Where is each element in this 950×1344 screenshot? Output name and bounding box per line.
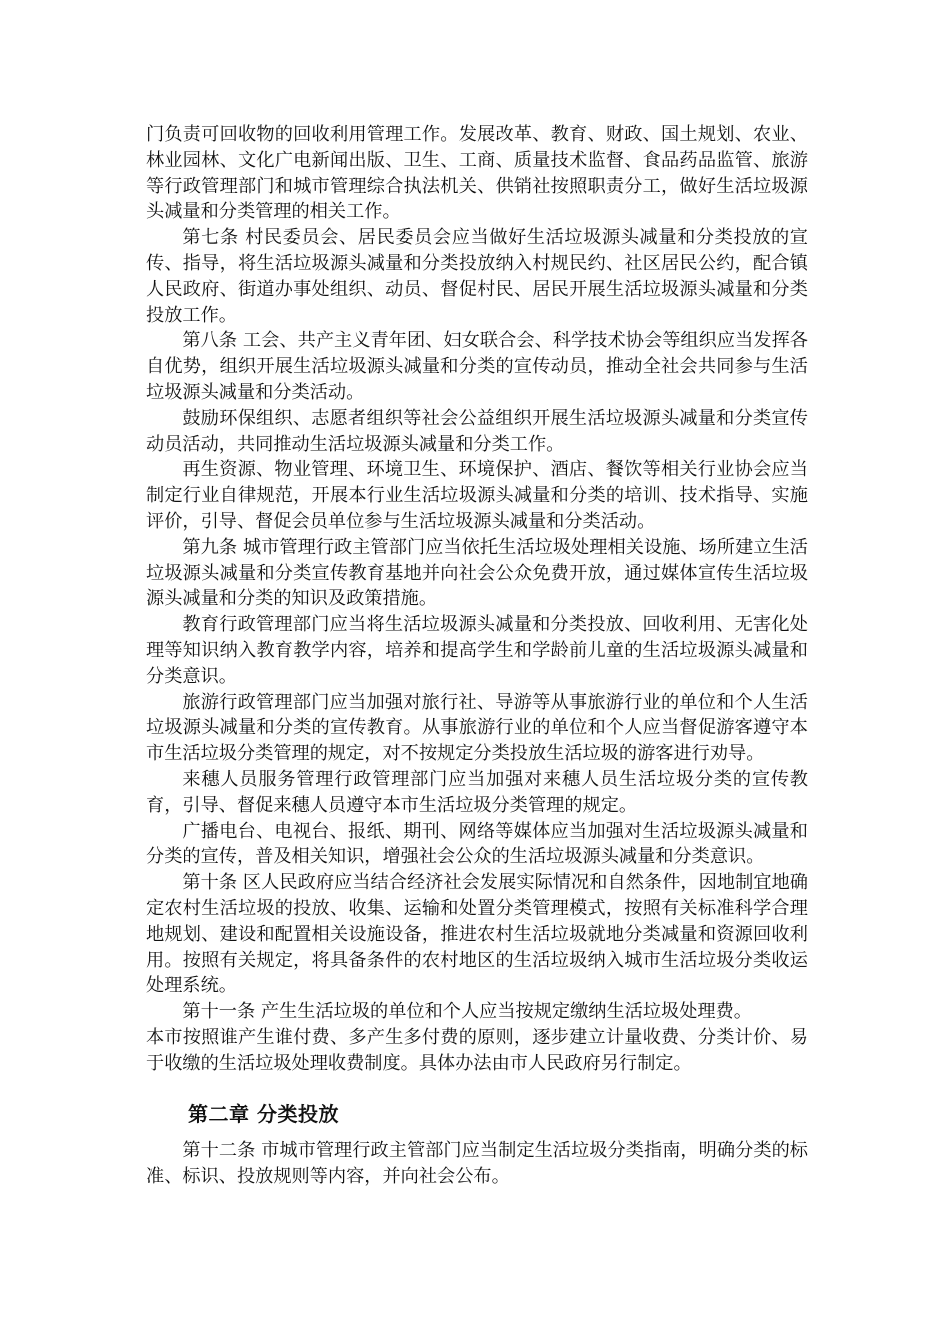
paragraph-article-9-d: 来穗人员服务管理行政管理部门应当加强对来穗人员生活垃圾分类的宣传教育，引导、督促来穗人员遵守本市生活垃圾分类管理的规定。 [146,768,808,816]
paragraph-article-9-e: 广播电台、电视台、报纸、期刊、网络等媒体应当加强对生活垃圾源头减量和分类的宣传，普及相关知识，增强社会公众的生活垃圾源头减量和分类意识。 [146,820,808,868]
paragraph-article-9-c: 旅游行政管理部门应当加强对旅行社、导游等从事旅游行业的单位和个人生活垃圾源头减量和分类的宣传教育。从事旅游行业的单位和个人应当督促游客遵守本市生活垃圾分类管理的规定，对不按规定分类投放生活垃圾的游客进行劝导。 [146,691,808,765]
paragraph-article-9: 第九条 城市管理行政主管部门应当依托生活垃圾处理相关设施、场所建立生活垃圾源头减量和分类宣传教育基地并向社会公众免费开放，通过媒体宣传生活垃圾源头减量和分类的知识及政策措施。 [146,536,808,610]
paragraph-article-8-c: 再生资源、物业管理、环境卫生、环境保护、酒店、餐饮等相关行业协会应当制定行业自律规范，开展本行业生活垃圾源头减量和分类的培训、技术指导、实施评价，引导、督促会员单位参与生活垃圾源头减量和分类活动。 [146,459,808,532]
document-page [146,122,808,1190]
paragraph-article-11: 第十一条 产生生活垃圾的单位和个人应当按规定缴纳生活垃圾处理费。 [182,1001,752,1023]
paragraph-article-8-b: 鼓励环保组织、志愿者组织等社会公益组织开展生活垃圾源头减量和分类宣传动员活动，共同推动生活垃圾源头减量和分类工作。 [146,407,808,455]
paragraph-article-11-b: 本市按照谁产生谁付费、多产生多付费的原则，逐步建立计量收费、分类计价、易于收缴的生活垃圾处理收费制度。具体办法由市人民政府另行制定。 [146,1026,808,1074]
chapter-heading: 第二章 分类投放 [188,1102,339,1127]
paragraph-article-9-b: 教育行政管理部门应当将生活垃圾源头减量和分类投放、回收利用、无害化处理等知识纳入教育教学内容，培养和提高学生和学龄前儿童的生活垃圾源头减量和分类意识。 [146,614,808,687]
paragraph-continuation: 门负责可回收物的回收利用管理工作。发展改革、教育、财政、国土规划、农业、林业园林、文化广电新闻出版、卫生、工商、质量技术监督、食品药品监管、旅游等行政管理部门和城市管理综合执法机关、供销社按照职责分工，做好生活垃圾源头减量和分类管理的相关工作。 [146,124,808,223]
paragraph-article-8: 第八条 工会、共产主义青年团、妇女联合会、科学技术协会等组织应当发挥各自优势，组织开展生活垃圾源头减量和分类的宣传动员，推动全社会共同参与生活垃圾源头减量和分类活动。 [146,330,808,403]
paragraph-article-12: 第十二条 市城市管理行政主管部门应当制定生活垃圾分类指南，明确分类的标准、标识、投放规则等内容，并向社会公布。 [146,1140,808,1188]
paragraph-article-10: 第十条 区人民政府应当结合经济社会发展实际情况和自然条件，因地制宜地确定农村生活垃圾的投放、收集、运输和处置分类管理模式，按照有关标准科学合理地规划、建设和配置相关设施设备，推进农村生活垃圾就地分类减量和资源回收利用。按照有关规定，将具备条件的农村地区的生活垃圾纳入城市生活垃圾分类收运处理系统。 [146,872,808,997]
paragraph-article-7: 第七条 村民委员会、居民委员会应当做好生活垃圾源头减量和分类投放的宣传、指导，将生活垃圾源头减量和分类投放纳入村规民约、社区居民公约，配合镇人民政府、街道办事处组织、动员、督促村民、居民开展生活垃圾源头减量和分类投放工作。 [146,227,808,326]
